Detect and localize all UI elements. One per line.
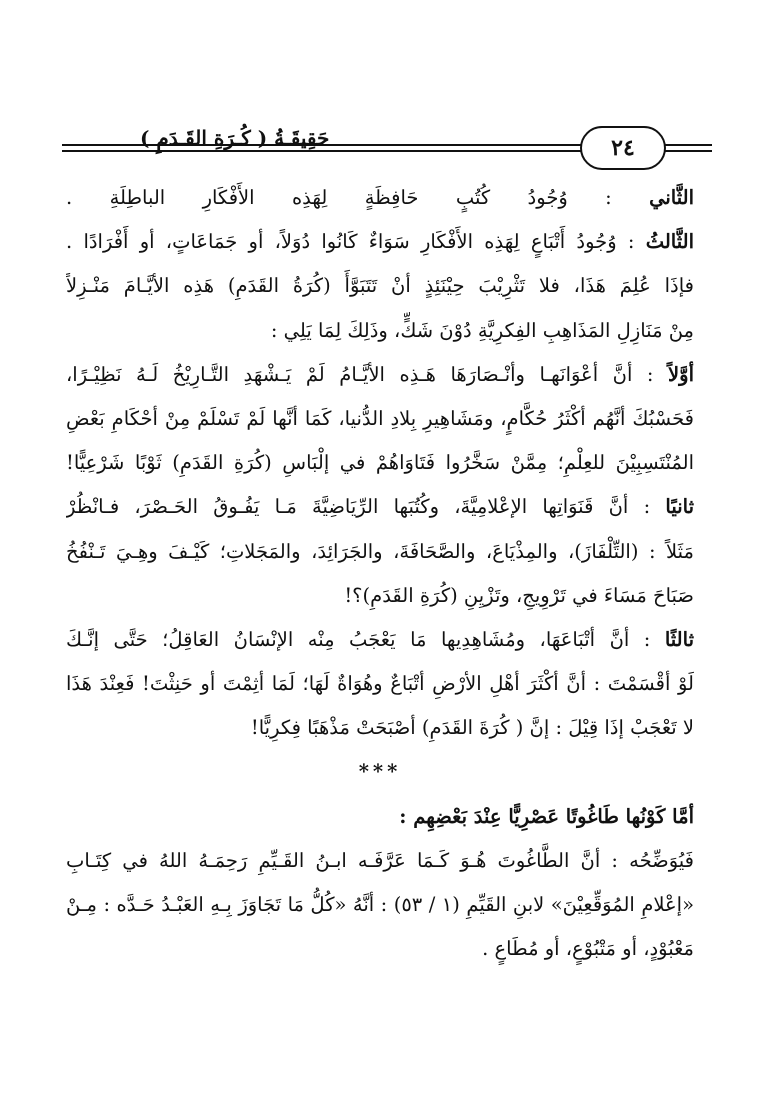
line-lead: الثَّاني: [649, 186, 694, 209]
text-line: [66, 309, 694, 353]
text-line: [66, 530, 694, 574]
line-text: فَيُوَضِّحُه : أنَّ الطَّاغُوتَ هُـوَ كَـمَا عَرَّفَـه ابـنُ القَـيِّمِ رَحِمَـهُ اللهُ في كِتَـابِ: [66, 848, 694, 872]
text-line: [66, 220, 694, 264]
line-text: صَبَاحَ مَسَاءَ في تَرْوِيجِ، وتَزْيِنِ (كُرَةِ القَدَمِ)؟!: [344, 583, 694, 607]
page-number: ٢٤: [580, 126, 666, 170]
page-body: [66, 176, 694, 971]
line-lead: ثانيًا: [665, 495, 694, 519]
line-text: : وُجُودُ أَتْبَاعٍ لِهَذِه الأَفْكَارِ سَوَاءٌ كَانُوا دُوَلاً، أو جَمَاعَاتٍ، أو أَفْرَادًا .: [66, 230, 646, 254]
text-line: [66, 883, 694, 927]
line-text: : وُجُودُ كُتُبٍ حَافِظَةٍ لِهَذِه الأَفْكَارِ الباطِلَةِ .: [66, 186, 650, 209]
line-text: : أنَّ أعْوَانَهـا وأنْـصَارَهَا هَـذِه الأيَّـامُ لَمْ يَـشْهَدِ التَّـارِيْخُ لَـهُ نَظِيْـرًا،: [66, 362, 669, 386]
line-text: فَحَسْبُكَ أنَّهُم أكْثَرُ حُكَّامٍ، ومَشَاهِيرِ بِلادِ الدُّنيا، كَمَا أنَّها لَمْ تَسْلَمْ مِنْ أحْكَامِ بَعْضِ: [66, 406, 694, 430]
line-text: «إعْلامِ المُوَقِّعِيْنَ» لابنِ القَيِّمِ (١ / ٥٣) : أنَّهُ «كُلُّ مَا تَجَاوَزَ بِـهِ العَبْـدُ حَـدَّه : مِـنْ: [66, 893, 694, 916]
text-line: [66, 397, 694, 441]
page-header: [62, 110, 712, 170]
header-rule: [62, 150, 602, 152]
line-text: : أنَّ أتْبَاعَهَا، ومُشَاهِدِيها مَا يَعْجَبُ مِنْه الإنْسَانُ العَاقِلُ؛ حَتَّى إنَّـكَ: [66, 627, 665, 651]
line-lead: الثَّالثُ: [645, 230, 694, 254]
line-text: فإذَا عُلِمَ هَذَا، فلا تَثْرِيْبَ حِيْنَئِذٍ أنْ تَتَبَوَّأَ (كُرَةُ القَدَمِ) هَذِه الأيَّـامَ مَنْـزِلاً: [66, 274, 694, 298]
line-text: لا تَعْجَبْ إذَا قِيْلَ : إنَّ ( كُرَةَ القَدَمِ) أصْبَحَتْ مَذْهَبًا فِكرِيًّا!: [250, 716, 694, 740]
text-line: [66, 839, 694, 883]
line-text: : أنَّ قَنَوَاتِها الإعْلامِيَّةَ، وكُتُبَها الرِّيَاضِيَّةَ مَـا يَفُـوقُ الحَـصْرَ، فـانْظُرْ: [66, 495, 666, 519]
text-line: [66, 353, 694, 397]
text-line: [66, 574, 694, 618]
line-text: مِنْ مَنَازِلِ المَذَاهِبِ الفِكرِيَّةِ دُوْنَ شَكٍّ، وذَلِكَ لِمَا يَلِي :: [270, 318, 694, 342]
line-text: مَعْبُوْدٍ، أو مَتْبُوْعٍ، أو مُطَاعٍ .: [482, 937, 694, 961]
section-heading: أمَّا كَوْنُها طَاغُوتًا عَصْرِيًّا عِنْدَ بَعْضِهِم :: [399, 804, 694, 828]
running-title: حَقِيقَـةُ ( كُـرَةِ القَـدَمِ ): [140, 126, 330, 150]
text-line: [66, 485, 694, 529]
line-text: مَثَلاً : (التِّلْفَازَ)، والمِذْيَاعَ، والصَّحَافَةَ، والجَرَائِدَ، والمَجَلاتِ؛ كَيْـفَ وهِـيَ تَـنْفُخُ: [66, 539, 694, 563]
line-text: المُنْتَسِبِيْنَ للعِلْمِ؛ مِمَّنْ سَخَّرُوا فَتَاوَاهُمْ في إلْبَاسِ (كُرَةِ القَدَمِ) ثَوْبًا شَرْعِيًّا!: [66, 451, 694, 475]
line-lead: ثالثًا: [664, 627, 694, 651]
line-lead: أوَّلاً: [668, 362, 694, 386]
section-separator: ***: [358, 760, 402, 784]
text-line: [66, 441, 694, 485]
text-line: [66, 264, 694, 308]
text-line: [66, 706, 694, 750]
text-line: [66, 662, 694, 706]
text-line: [66, 176, 694, 220]
line-text: لَوْ أقْسَمْتَ : أنَّ أكْثَرَ أهْلِ الأرْضِ أتْبَاعٌ وهُوَاةٌ لَهَا؛ لَمَا أثِمْتَ أو حَنِثْتَ! فَعِنْدَ هَذَا: [66, 672, 694, 696]
text-line: [66, 618, 694, 662]
text-line: [66, 927, 694, 971]
